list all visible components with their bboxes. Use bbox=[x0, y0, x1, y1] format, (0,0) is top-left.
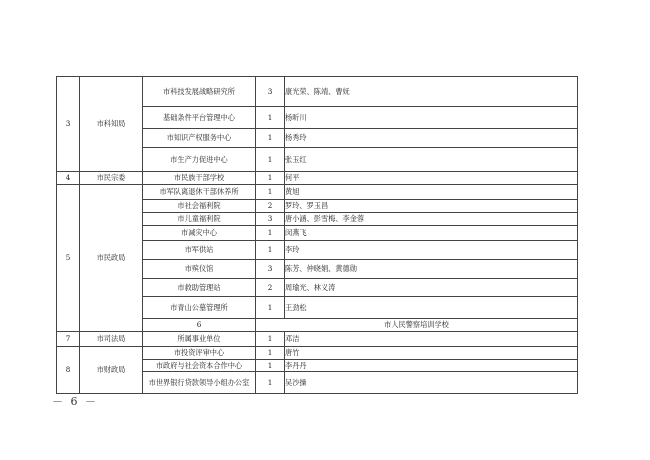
unit-name: 市殡仪馆 bbox=[143, 260, 256, 279]
staff-count: 3 bbox=[256, 260, 285, 279]
staff-names: 李丹丹 bbox=[285, 360, 578, 372]
staff-count: 1 bbox=[256, 185, 285, 200]
unit-name: 所属事业单位 bbox=[143, 332, 256, 347]
unit-name: 市民族干部学校 bbox=[143, 172, 256, 185]
unit-name: 市减灾中心 bbox=[143, 226, 256, 241]
row-number: 5 bbox=[57, 185, 80, 332]
staff-count: 2 bbox=[256, 279, 285, 297]
unit-name: 市社会福利院 bbox=[143, 200, 256, 213]
staff-names: 陈芳、仲晓娟、黄德勋 bbox=[285, 260, 578, 279]
staff-count: 1 bbox=[256, 297, 285, 319]
table-row bbox=[57, 172, 578, 185]
department-name: 市民宗委 bbox=[80, 172, 143, 185]
staff-count: 1 bbox=[256, 347, 285, 360]
row-number: 7 bbox=[57, 332, 80, 347]
unit-name: 市生产力促进中心 bbox=[143, 148, 256, 172]
staff-names: 黄旭 bbox=[285, 185, 578, 200]
unit-name: 市军队离退休干部休养所 bbox=[143, 185, 256, 200]
staff-count: 1 bbox=[256, 129, 285, 148]
unit-name: 市世界银行贷款领导小组办公室 bbox=[143, 372, 256, 394]
table-row bbox=[57, 347, 578, 360]
row-number: 3 bbox=[57, 77, 80, 172]
staff-count: 1 bbox=[256, 172, 285, 185]
staff-names: 周瑜光、林义涛 bbox=[285, 279, 578, 297]
staff-count: 1 bbox=[256, 241, 285, 260]
department-name: 市科知局 bbox=[80, 77, 143, 172]
unit-name: 基础条件平台管理中心 bbox=[143, 107, 256, 129]
unit-name: 市儿童福利院 bbox=[143, 213, 256, 226]
row-number: 8 bbox=[57, 347, 80, 394]
staff-names: 罗玲、罗玉昌 bbox=[285, 200, 578, 213]
staff-names: 唐竹 bbox=[285, 347, 578, 360]
page-number: － 6 － bbox=[52, 395, 98, 408]
staff-names: 杨昕川 bbox=[285, 107, 578, 129]
staff-count: 1 bbox=[256, 148, 285, 172]
staff-count: 3 bbox=[256, 77, 285, 107]
unit-name: 市知识产权服务中心 bbox=[143, 129, 256, 148]
staff-count: 1 bbox=[256, 332, 285, 347]
unit-name: 市军供站 bbox=[143, 241, 256, 260]
staff-names: 张玉红 bbox=[285, 148, 578, 172]
table-row bbox=[57, 77, 578, 107]
table-row bbox=[57, 332, 578, 347]
staff-names: 李玲 bbox=[285, 241, 578, 260]
department-name: 市民政局 bbox=[80, 185, 143, 332]
staff-count: 1 bbox=[256, 360, 285, 372]
row-number: 4 bbox=[57, 172, 80, 185]
unit-name: 市政府与社会资本合作中心 bbox=[143, 360, 256, 372]
staff-count: 2 bbox=[256, 200, 285, 213]
staff-count: 1 bbox=[256, 107, 285, 129]
row-number: 6 bbox=[143, 319, 256, 332]
staff-count: 3 bbox=[256, 213, 285, 226]
unit-name: 市投资评审中心 bbox=[143, 347, 256, 360]
unit-name: 市科技发展战略研究所 bbox=[143, 77, 256, 107]
unit-name: 市人民警察培训学校 bbox=[256, 319, 578, 332]
staff-names: 康光荣、陈靖、曹妩 bbox=[285, 77, 578, 107]
staff-names: 何平 bbox=[285, 172, 578, 185]
staff-names: 杨秀玲 bbox=[285, 129, 578, 148]
staff-table bbox=[56, 76, 578, 394]
staff-count: 1 bbox=[256, 226, 285, 241]
department-name: 市司法局 bbox=[80, 332, 143, 347]
staff-names: 唐小涵、彭雪梅、李金蓉 bbox=[285, 213, 578, 226]
table-row bbox=[57, 185, 578, 200]
department-name: 市财政局 bbox=[80, 347, 143, 394]
unit-name: 市救助管理站 bbox=[143, 279, 256, 297]
staff-count: 1 bbox=[256, 372, 285, 394]
staff-names: 王劲松 bbox=[285, 297, 578, 319]
staff-names: 吴沙操 bbox=[285, 372, 578, 394]
staff-names: 闵燕飞 bbox=[285, 226, 578, 241]
unit-name: 市青山公墓管理所 bbox=[143, 297, 256, 319]
staff-names: 邓洁 bbox=[285, 332, 578, 347]
